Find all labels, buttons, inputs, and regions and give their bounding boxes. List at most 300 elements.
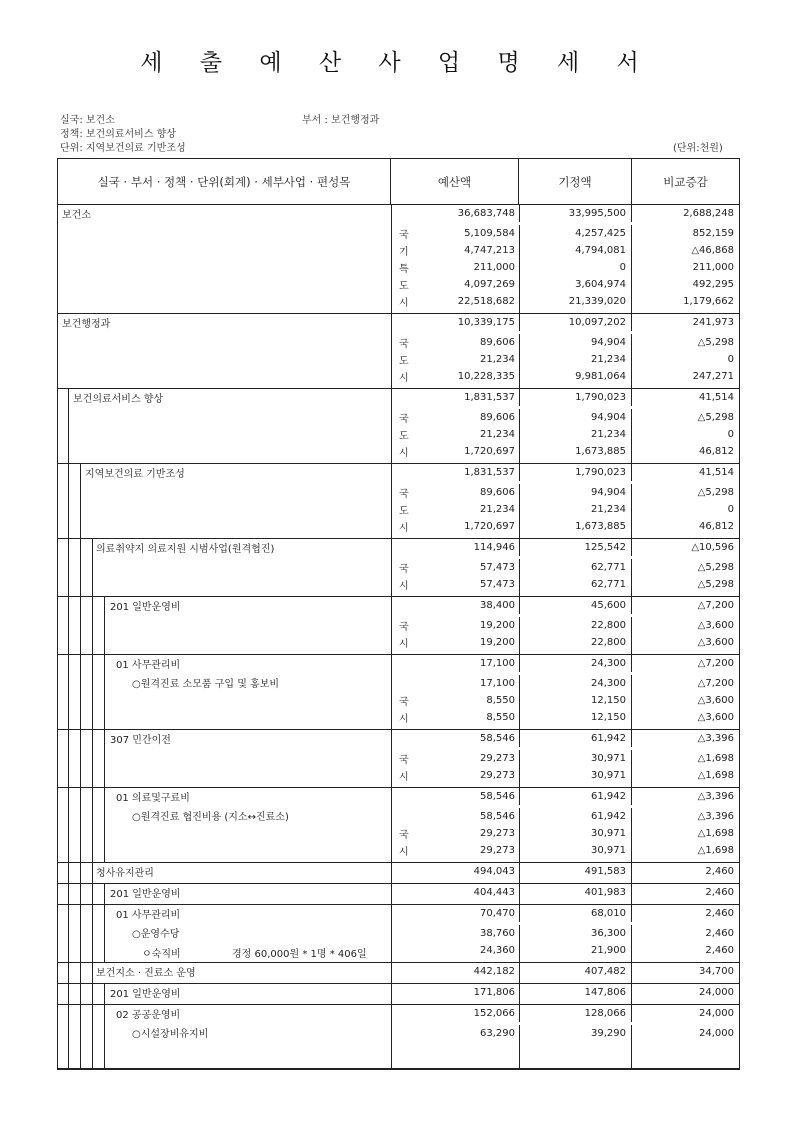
diff-amount: 24,000 bbox=[699, 987, 734, 998]
tree-line bbox=[68, 905, 69, 962]
tree-line bbox=[80, 963, 81, 983]
tree-line bbox=[68, 884, 69, 904]
table-row bbox=[392, 409, 739, 426]
prior-amount: 22,800 bbox=[520, 617, 632, 634]
fund-source: 국 bbox=[399, 414, 409, 425]
budget-amount: 89,606 bbox=[480, 337, 515, 348]
budget-cell bbox=[392, 259, 520, 276]
tree-line bbox=[68, 539, 69, 596]
prior-amount: 24,300 bbox=[520, 655, 632, 672]
empty-cell bbox=[392, 651, 520, 654]
table-row bbox=[392, 276, 739, 293]
tree-line bbox=[80, 464, 81, 538]
table-row bbox=[392, 750, 739, 767]
budget-amount: 8,550 bbox=[486, 712, 515, 723]
budget-cell bbox=[392, 409, 520, 426]
budget-amount: 22,518,682 bbox=[457, 296, 515, 307]
table-row bbox=[392, 334, 739, 351]
tree-line bbox=[80, 884, 81, 904]
diff-amount: △5,298 bbox=[697, 412, 734, 423]
section-label: 201 일반운영비 bbox=[110, 989, 181, 1000]
diff-amount: △5,298 bbox=[697, 579, 734, 590]
fund-source: 시 bbox=[399, 298, 409, 309]
table-row bbox=[392, 443, 739, 460]
budget-cell bbox=[392, 225, 520, 242]
table-body bbox=[58, 205, 739, 1068]
tree-line bbox=[92, 597, 93, 654]
section-11 bbox=[58, 904, 739, 962]
table-row bbox=[392, 484, 739, 501]
section-sub2-label: ㅇ숙직비 bbox=[142, 949, 181, 960]
empty-cell bbox=[632, 1042, 739, 1068]
table-row bbox=[392, 351, 739, 368]
table-row bbox=[392, 825, 739, 842]
row-padding bbox=[392, 460, 739, 463]
budget-amount: 1,720,697 bbox=[464, 521, 515, 532]
budget-cell bbox=[392, 884, 520, 901]
fund-source: 시 bbox=[399, 448, 409, 459]
prior-amount: 1,673,885 bbox=[520, 518, 632, 535]
section-rows bbox=[392, 389, 739, 463]
prior-amount: 407,482 bbox=[520, 963, 632, 980]
section-label-cell bbox=[58, 730, 392, 787]
fund-source: 기 bbox=[399, 247, 409, 258]
tree-line bbox=[80, 597, 81, 654]
table-row bbox=[392, 426, 739, 443]
budget-cell bbox=[392, 539, 520, 556]
section-rows bbox=[392, 597, 739, 654]
budget-amount: 114,946 bbox=[473, 542, 515, 553]
prior-amount: 0 bbox=[520, 259, 632, 276]
prior-amount: 30,971 bbox=[520, 767, 632, 784]
section-label-cell bbox=[58, 314, 392, 388]
table-row bbox=[392, 314, 739, 331]
fund-source: 국 bbox=[399, 339, 409, 350]
empty-cell bbox=[392, 859, 520, 862]
fund-source: 시 bbox=[399, 639, 409, 650]
budget-amount: 38,400 bbox=[480, 600, 515, 611]
budget-amount: 19,200 bbox=[480, 637, 515, 648]
budget-cell bbox=[392, 808, 520, 825]
prior-amount: 401,983 bbox=[520, 884, 632, 901]
section-13 bbox=[58, 983, 739, 1004]
diff-amount: 41,514 bbox=[699, 467, 734, 478]
budget-amount: 29,273 bbox=[480, 828, 515, 839]
empty-cell bbox=[392, 460, 520, 463]
header-prior-col: 기정액 bbox=[519, 159, 632, 204]
section-label: 01 사무관리비 bbox=[116, 910, 181, 921]
section-label-cell bbox=[58, 984, 392, 1004]
section-rows bbox=[392, 884, 739, 904]
section-label: 지역보건의료 기반조성 bbox=[85, 469, 185, 480]
budget-amount: 29,273 bbox=[480, 845, 515, 856]
section-rows bbox=[392, 539, 739, 596]
unit-item-label: 단위: 지역보건의료 기반조성 bbox=[60, 143, 186, 154]
budget-amount: 10,339,175 bbox=[457, 317, 515, 328]
empty-cell bbox=[392, 980, 520, 983]
budget-cell bbox=[392, 559, 520, 576]
section-label-cell bbox=[58, 1005, 392, 1068]
budget-cell bbox=[392, 730, 520, 747]
prior-amount: 125,542 bbox=[520, 539, 632, 556]
tree-line bbox=[68, 389, 69, 463]
budget-cell bbox=[392, 484, 520, 501]
prior-amount: 61,942 bbox=[520, 788, 632, 805]
table-row bbox=[392, 984, 739, 1001]
prior-amount: 30,971 bbox=[520, 825, 632, 842]
section-3 bbox=[58, 463, 739, 538]
section-5 bbox=[58, 596, 739, 654]
section-7 bbox=[58, 729, 739, 787]
tree-line bbox=[80, 655, 81, 729]
tree-line bbox=[80, 863, 81, 883]
table-row bbox=[392, 963, 739, 980]
budget-cell bbox=[392, 825, 520, 842]
diff-amount: 0 bbox=[727, 354, 734, 365]
row-padding bbox=[392, 726, 739, 729]
section-label: 의료취약지 의료지원 시범사업(원격협진) bbox=[96, 544, 275, 555]
diff-amount: △3,600 bbox=[697, 637, 734, 648]
diff-amount: △7,200 bbox=[697, 600, 734, 611]
budget-cell bbox=[392, 351, 520, 368]
section-label-cell bbox=[58, 597, 392, 654]
tree-line bbox=[92, 963, 93, 983]
prior-amount: 30,971 bbox=[520, 750, 632, 767]
fund-source: 도 bbox=[399, 506, 409, 517]
empty-cell bbox=[632, 859, 739, 862]
empty-cell bbox=[392, 593, 520, 596]
fund-source: 국 bbox=[399, 230, 409, 241]
section-label-cell bbox=[58, 389, 392, 463]
table-row bbox=[392, 559, 739, 576]
budget-amount: 58,546 bbox=[480, 733, 515, 744]
row-padding bbox=[392, 784, 739, 787]
empty-cell bbox=[520, 535, 632, 538]
section-label-cell bbox=[58, 788, 392, 862]
budget-amount: 89,606 bbox=[480, 412, 515, 423]
table-row bbox=[392, 576, 739, 593]
diff-amount: 2,460 bbox=[705, 945, 734, 956]
section-12 bbox=[58, 962, 739, 983]
tree-line bbox=[104, 655, 105, 729]
budget-amount: 58,546 bbox=[480, 811, 515, 822]
tree-line bbox=[68, 730, 69, 787]
section-8 bbox=[58, 787, 739, 862]
section-rows bbox=[392, 863, 739, 883]
tree-line bbox=[92, 655, 93, 729]
budget-amount: 70,470 bbox=[480, 908, 515, 919]
table-row bbox=[392, 692, 739, 709]
empty-cell bbox=[520, 310, 632, 313]
budget-amount: 1,720,697 bbox=[464, 446, 515, 457]
diff-amount: 34,700 bbox=[699, 966, 734, 977]
row-padding bbox=[392, 310, 739, 313]
tree-line bbox=[104, 730, 105, 787]
diff-amount: △1,698 bbox=[697, 770, 734, 781]
table-row bbox=[392, 788, 739, 805]
empty-cell bbox=[632, 593, 739, 596]
prior-amount: 491,583 bbox=[520, 863, 632, 880]
budget-cell bbox=[392, 863, 520, 880]
empty-cell bbox=[520, 784, 632, 787]
budget-cell bbox=[392, 597, 520, 614]
diff-amount: △3,600 bbox=[697, 695, 734, 706]
budget-cell bbox=[392, 942, 520, 959]
section-label: 01 사무관리비 bbox=[116, 660, 181, 671]
prior-amount: 21,234 bbox=[520, 351, 632, 368]
budget-cell bbox=[392, 692, 520, 709]
dept-label: 부서 : 보건행정과 bbox=[302, 115, 380, 126]
diff-amount: 211,000 bbox=[692, 262, 734, 273]
section-10 bbox=[58, 883, 739, 904]
section-sub-label: ○시설장비유지비 bbox=[132, 1029, 209, 1040]
budget-amount: 19,200 bbox=[480, 620, 515, 631]
empty-cell bbox=[632, 880, 739, 883]
table-row bbox=[392, 617, 739, 634]
empty-cell bbox=[520, 959, 632, 962]
diff-amount: △10,596 bbox=[691, 542, 734, 553]
tree-line bbox=[92, 984, 93, 1004]
table-row bbox=[392, 634, 739, 651]
tree-line bbox=[104, 1005, 105, 1068]
empty-cell bbox=[632, 651, 739, 654]
table-row bbox=[392, 905, 739, 922]
diff-amount: 0 bbox=[727, 429, 734, 440]
budget-amount: 4,747,213 bbox=[464, 245, 515, 256]
empty-cell bbox=[520, 385, 632, 388]
prior-amount: 24,300 bbox=[520, 675, 632, 692]
budget-amount: 29,273 bbox=[480, 770, 515, 781]
table-row bbox=[392, 884, 739, 901]
empty-cell bbox=[632, 726, 739, 729]
empty-cell bbox=[632, 980, 739, 983]
empty-cell bbox=[520, 880, 632, 883]
section-rows bbox=[392, 1005, 739, 1068]
row-padding bbox=[392, 1042, 739, 1068]
diff-amount: △7,200 bbox=[697, 658, 734, 669]
section-label-cell bbox=[58, 539, 392, 596]
section-sub-label: ○원격진료 협진비용 (지소↔진료소) bbox=[132, 812, 289, 823]
budget-cell bbox=[392, 905, 520, 922]
budget-amount: 17,100 bbox=[480, 658, 515, 669]
prior-amount: 61,942 bbox=[520, 730, 632, 747]
prior-amount: 1,790,023 bbox=[520, 464, 632, 481]
prior-amount: 10,097,202 bbox=[520, 314, 632, 331]
section-label: 201 일반운영비 bbox=[110, 889, 181, 900]
page-title: 세 출 예 산 사 업 명 세 서 bbox=[140, 50, 654, 76]
section-rows bbox=[392, 464, 739, 538]
budget-amount: 404,443 bbox=[473, 887, 515, 898]
section-label-cell bbox=[58, 905, 392, 962]
section-label: 02 공공운영비 bbox=[116, 1010, 181, 1021]
fund-source: 시 bbox=[399, 772, 409, 783]
prior-amount: 94,904 bbox=[520, 484, 632, 501]
budget-cell bbox=[392, 389, 520, 406]
tree-line bbox=[80, 730, 81, 787]
diff-amount: 46,812 bbox=[699, 521, 734, 532]
section-sub-label: ○원격진료 소모품 구입 및 홍보비 bbox=[132, 679, 280, 690]
empty-cell bbox=[520, 980, 632, 983]
section-sub-label: ○운영수당 bbox=[132, 929, 180, 940]
prior-amount: 62,771 bbox=[520, 559, 632, 576]
prior-amount: 62,771 bbox=[520, 576, 632, 593]
fund-source: 국 bbox=[399, 564, 409, 575]
prior-amount: 21,234 bbox=[520, 501, 632, 518]
section-rows bbox=[392, 314, 739, 388]
section-rows bbox=[392, 905, 739, 962]
budget-amount: 17,100 bbox=[480, 678, 515, 689]
tree-line bbox=[92, 884, 93, 904]
tree-line bbox=[80, 905, 81, 962]
fund-source: 국 bbox=[399, 755, 409, 766]
table-row bbox=[392, 205, 739, 222]
budget-cell bbox=[392, 1025, 520, 1042]
budget-cell bbox=[392, 788, 520, 805]
empty-cell bbox=[520, 726, 632, 729]
fund-source: 시 bbox=[399, 581, 409, 592]
table-row bbox=[392, 368, 739, 385]
empty-cell bbox=[392, 310, 520, 313]
budget-cell bbox=[392, 205, 520, 222]
empty-cell bbox=[632, 1001, 739, 1004]
diff-amount: △1,698 bbox=[697, 828, 734, 839]
diff-amount: △3,396 bbox=[697, 791, 734, 802]
fund-source: 도 bbox=[399, 281, 409, 292]
fund-source: 국 bbox=[399, 489, 409, 500]
fund-source: 도 bbox=[399, 431, 409, 442]
empty-cell bbox=[392, 1042, 520, 1068]
prior-amount: 3,604,974 bbox=[520, 276, 632, 293]
budget-amount: 57,473 bbox=[480, 579, 515, 590]
section-label-cell bbox=[58, 464, 392, 538]
tree-line bbox=[68, 655, 69, 729]
budget-amount: 58,546 bbox=[480, 791, 515, 802]
budget-cell bbox=[392, 242, 520, 259]
section-label: 01 의료및구료비 bbox=[116, 793, 190, 804]
table-row bbox=[392, 259, 739, 276]
budget-cell bbox=[392, 1005, 520, 1022]
section-4 bbox=[58, 538, 739, 596]
budget-amount: 89,606 bbox=[480, 487, 515, 498]
budget-cell bbox=[392, 675, 520, 692]
tree-line bbox=[92, 1005, 93, 1068]
tree-line bbox=[68, 597, 69, 654]
budget-amount: 8,550 bbox=[486, 695, 515, 706]
prior-amount: 4,257,425 bbox=[520, 225, 632, 242]
table-row bbox=[392, 225, 739, 242]
table-row bbox=[392, 655, 739, 672]
tree-line bbox=[68, 788, 69, 862]
empty-cell bbox=[392, 385, 520, 388]
section-label-cell bbox=[58, 884, 392, 904]
fund-source: 시 bbox=[399, 373, 409, 384]
section-rows bbox=[392, 655, 739, 729]
budget-cell bbox=[392, 464, 520, 481]
empty-cell bbox=[520, 460, 632, 463]
prior-amount: 12,150 bbox=[520, 709, 632, 726]
header-budget-col: 예산액 bbox=[391, 159, 519, 204]
section-rows bbox=[392, 205, 739, 313]
section-label-cell bbox=[58, 205, 392, 313]
diff-amount: 2,460 bbox=[705, 866, 734, 877]
empty-cell bbox=[392, 784, 520, 787]
budget-amount: 171,806 bbox=[473, 987, 515, 998]
table-row bbox=[392, 863, 739, 880]
budget-table bbox=[57, 158, 740, 1070]
fund-source: 시 bbox=[399, 714, 409, 725]
table-row bbox=[392, 1005, 739, 1022]
empty-cell bbox=[520, 901, 632, 904]
table-row bbox=[392, 709, 739, 726]
tree-line bbox=[92, 863, 93, 883]
diff-amount: △7,200 bbox=[697, 678, 734, 689]
section-9 bbox=[58, 862, 739, 883]
row-padding bbox=[392, 535, 739, 538]
section-label-cell bbox=[58, 863, 392, 883]
table-header bbox=[58, 159, 739, 205]
budget-cell bbox=[392, 750, 520, 767]
budget-amount: 152,066 bbox=[473, 1008, 515, 1019]
header-diff-col: 비교증감 bbox=[663, 174, 708, 189]
tree-line bbox=[104, 788, 105, 862]
table-row bbox=[392, 389, 739, 406]
row-padding bbox=[392, 859, 739, 862]
section-rows bbox=[392, 788, 739, 862]
prior-amount: 94,904 bbox=[520, 409, 632, 426]
budget-amount: 494,043 bbox=[473, 866, 515, 877]
tree-line bbox=[104, 597, 105, 654]
diff-amount: △3,396 bbox=[697, 733, 734, 744]
diff-amount: 24,000 bbox=[699, 1008, 734, 1019]
section-label: 청사유지관리 bbox=[96, 868, 154, 879]
tree-line bbox=[68, 464, 69, 538]
budget-cell bbox=[392, 443, 520, 460]
office-label: 실국: 보건소 bbox=[60, 115, 115, 126]
row-padding bbox=[392, 651, 739, 654]
prior-amount: 21,339,020 bbox=[520, 293, 632, 310]
section-label-cell bbox=[58, 963, 392, 983]
table-row bbox=[392, 730, 739, 747]
diff-amount: 46,812 bbox=[699, 446, 734, 457]
diff-amount: 247,271 bbox=[692, 371, 734, 382]
tree-line bbox=[104, 984, 105, 1004]
empty-cell bbox=[520, 1042, 632, 1068]
table-row bbox=[392, 242, 739, 259]
table-row bbox=[392, 842, 739, 859]
diff-amount: △3,396 bbox=[697, 811, 734, 822]
prior-amount: 128,066 bbox=[520, 1005, 632, 1022]
diff-amount: △5,298 bbox=[697, 562, 734, 573]
table-row bbox=[392, 1025, 739, 1042]
budget-cell bbox=[392, 314, 520, 331]
fund-source: 국 bbox=[399, 830, 409, 841]
budget-cell bbox=[392, 576, 520, 593]
budget-amount: 10,228,335 bbox=[457, 371, 515, 382]
table-row bbox=[392, 539, 739, 556]
prior-amount: 68,010 bbox=[520, 905, 632, 922]
tree-line bbox=[68, 963, 69, 983]
section-1 bbox=[58, 313, 739, 388]
empty-cell bbox=[392, 726, 520, 729]
empty-cell bbox=[632, 959, 739, 962]
fund-source: 시 bbox=[399, 523, 409, 534]
fund-source: 특 bbox=[399, 264, 409, 275]
empty-cell bbox=[632, 784, 739, 787]
section-rows bbox=[392, 963, 739, 983]
budget-cell bbox=[392, 617, 520, 634]
diff-amount: 1,179,662 bbox=[683, 296, 734, 307]
budget-amount: 1,831,537 bbox=[464, 467, 515, 478]
